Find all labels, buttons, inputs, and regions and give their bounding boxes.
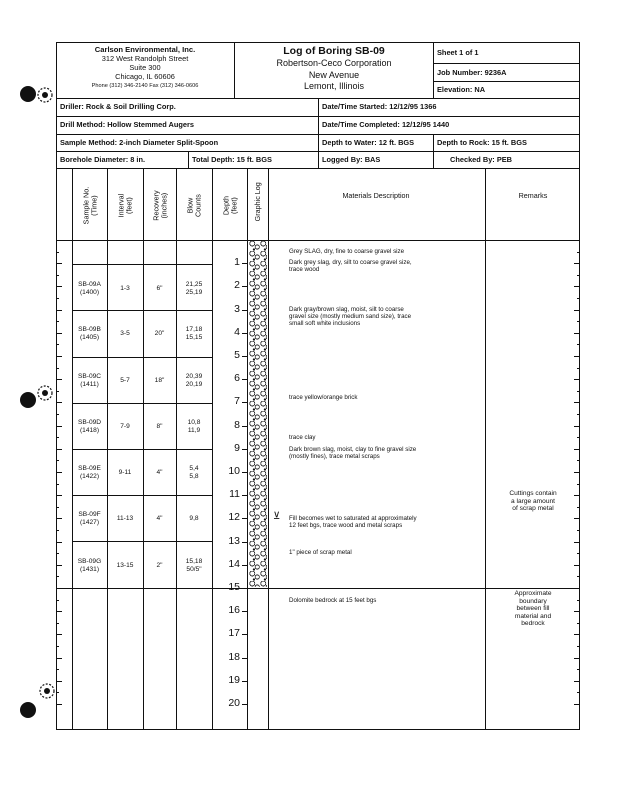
scale-tick: [56, 658, 62, 659]
depth-tick: [242, 681, 247, 682]
binder-hole: [20, 392, 36, 408]
material-description: 1" piece of scrap metal: [289, 549, 352, 556]
depth-label: 16: [228, 604, 240, 617]
scale-tick: [56, 576, 59, 577]
scale-tick: [574, 402, 580, 403]
scale-tick: [56, 704, 62, 705]
material-description: Fill becomes wet to saturated at approximately 12 feet bgs, trace wood and metal scraps: [289, 515, 417, 530]
drill-method: Drill Method: Hollow Stemmed Augers: [60, 120, 194, 129]
scale-tick: [56, 368, 59, 369]
sample-recovery: 6": [156, 285, 163, 292]
scale-tick: [56, 692, 59, 693]
scale-tick: [56, 356, 62, 357]
date-completed: Date/Time Completed: 12/12/95 1440: [322, 120, 450, 129]
sample-no: SB-09C (1411): [77, 373, 102, 388]
depth-to-water: Depth to Water: 12 ft. BGS: [322, 138, 415, 147]
sample-blows: 15,18 50/5": [185, 558, 203, 573]
depth-tick: [242, 402, 247, 403]
scale-tick: [574, 356, 580, 357]
scale-tick: [577, 576, 580, 577]
sample-interval: 5-7: [120, 377, 130, 384]
job-number: Job Number: 9236A: [437, 68, 507, 77]
scale-tick: [56, 507, 59, 508]
material-description: Dolomite bedrock at 15 feet bgs: [289, 597, 377, 604]
material-description: trace yellow/orange brick: [289, 394, 358, 401]
scale-tick: [574, 263, 580, 264]
scale-tick: [56, 298, 59, 299]
scale-tick: [56, 426, 62, 427]
sample-interval: 3-5: [120, 330, 130, 337]
sample-no: SB-09G (1431): [77, 558, 102, 573]
sample-blows: 17,18 15,15: [185, 326, 203, 341]
scale-tick: [577, 275, 580, 276]
sample-recovery: 2": [156, 562, 163, 569]
scale-tick: [577, 437, 580, 438]
depth-label: 4: [234, 325, 240, 338]
scale-tick: [574, 658, 580, 659]
scale-tick: [56, 669, 59, 670]
log-street: New Avenue: [308, 70, 360, 80]
sample-interval: 11-13: [116, 515, 134, 522]
checked-by: Checked By: PEB: [450, 155, 513, 164]
company-street: 312 West Randolph Street: [101, 54, 189, 63]
scale-tick: [56, 542, 62, 543]
depth-label: 18: [228, 650, 240, 663]
depth-tick: [242, 542, 247, 543]
scale-tick: [56, 646, 59, 647]
scale-tick: [56, 333, 62, 334]
depth-label: 3: [234, 302, 240, 315]
depth-tick: [242, 518, 247, 519]
scale-tick: [574, 379, 580, 380]
scale-tick: [56, 263, 62, 264]
scale-tick: [574, 472, 580, 473]
depth-label: 15: [228, 581, 240, 593]
col-recovery: Recovery (inches): [151, 190, 168, 221]
company-suite: Suite 300: [129, 63, 161, 72]
depth-label: 20: [228, 697, 240, 709]
sample-recovery: 4": [156, 469, 163, 476]
scale-tick: [56, 553, 59, 554]
company-name: Carlson Environmental, Inc.: [94, 45, 196, 54]
scale-tick: [574, 449, 580, 450]
sample-recovery: 20": [154, 330, 165, 337]
depth-tick: [242, 356, 247, 357]
scale-tick: [56, 518, 62, 519]
depth-tick: [242, 426, 247, 427]
sample-no: SB-09E (1422): [78, 465, 101, 480]
scale-tick: [56, 611, 62, 612]
depth-label: 6: [234, 372, 240, 385]
scale-tick: [574, 333, 580, 334]
scale-tick: [56, 310, 62, 311]
col-remarks: Remarks: [518, 191, 548, 200]
material-description: Dark grey slag, dry, silt to coarse gravel size, trace wood: [289, 259, 412, 274]
depth-tick: [242, 588, 247, 589]
scale-tick: [577, 391, 580, 392]
scale-tick: [577, 484, 580, 485]
col-materials: Materials Description: [342, 191, 410, 200]
sample-no: SB-09B (1405): [78, 326, 101, 341]
scale-tick: [56, 530, 59, 531]
scale-tick: [577, 460, 580, 461]
scale-tick: [56, 634, 62, 635]
scale-tick: [577, 368, 580, 369]
col-blow-counts: Blow Counts: [185, 194, 202, 217]
sample-no: SB-09A (1400): [78, 281, 101, 296]
scale-tick: [577, 298, 580, 299]
depth-label: 1: [234, 256, 240, 269]
depth-label: 13: [228, 534, 240, 547]
depth-to-rock: Depth to Rock: 15 ft. BGS: [437, 138, 527, 147]
scale-tick: [577, 553, 580, 554]
scale-tick: [56, 240, 62, 241]
depth-label: 5: [234, 349, 240, 361]
scale-tick: [56, 402, 62, 403]
depth-label: 11: [229, 488, 240, 501]
scale-tick: [574, 542, 580, 543]
depth-tick: [242, 472, 247, 473]
scale-tick: [56, 565, 62, 566]
depth-tick: [242, 565, 247, 566]
scale-tick: [56, 681, 62, 682]
sample-method: Sample Method: 2-inch Diameter Split-Spoon: [60, 138, 219, 147]
depth-label: 19: [228, 673, 240, 686]
scale-tick: [574, 240, 580, 241]
sample-interval: 13-15: [116, 562, 134, 569]
log-city: Lemont, Illinois: [303, 81, 365, 91]
col-graphic-log: Graphic Log: [253, 182, 263, 222]
sample-interval: 1-3: [120, 285, 130, 292]
depth-tick: [242, 611, 247, 612]
scale-tick: [574, 426, 580, 427]
remark: Cuttings contain a large amount of scrap metal: [509, 490, 557, 513]
scale-tick: [577, 321, 580, 322]
company-city: Chicago, IL 60606: [115, 72, 175, 81]
company-phone: Phone (312) 346-2140 Fax (312) 346-0606: [91, 83, 199, 89]
sample-blows: 10,8 11,9: [187, 419, 201, 434]
material-description: Dark brown slag, moist, clay to fine gravel size (mostly fines), trace metal scraps: [289, 446, 417, 461]
sheet-number: Sheet 1 of 1: [437, 48, 479, 57]
remark: Approximate boundary between fill material and bedrock: [514, 590, 552, 628]
scale-tick: [56, 252, 59, 253]
depth-tick: [242, 333, 247, 334]
scale-tick: [577, 692, 580, 693]
scale-tick: [56, 600, 59, 601]
scale-tick: [574, 634, 580, 635]
col-depth: Depth (feet): [221, 195, 238, 216]
stamp-icon: [36, 384, 54, 402]
sample-blows: 21,25 25,19: [185, 281, 203, 296]
stamp-icon: [38, 682, 56, 700]
depth-label: 8: [234, 418, 240, 431]
scale-tick: [56, 623, 59, 624]
depth-tick: [242, 379, 247, 380]
depth-tick: [242, 449, 247, 450]
depth-label: 2: [234, 279, 240, 292]
depth-tick: [242, 634, 247, 635]
sample-interval: 9-11: [118, 469, 132, 476]
water-level-icon: ⊻: [273, 511, 281, 522]
material-description: Dark gray/brown slag, moist, silt to coarse gravel size (mostly medium sand size), trace small soft white inclusions: [289, 306, 412, 328]
scale-tick: [56, 588, 62, 589]
scale-tick: [577, 530, 580, 531]
depth-label: 12: [228, 511, 240, 524]
date-started: Date/Time Started: 12/12/95 1366: [322, 102, 437, 111]
depth-tick: [242, 286, 247, 287]
scale-tick: [56, 484, 59, 485]
total-depth: Total Depth: 15 ft. BGS: [192, 155, 272, 164]
scale-tick: [56, 321, 59, 322]
depth-label: 17: [228, 627, 240, 640]
sample-blows: 5,4 5,8: [189, 465, 199, 480]
graphic-log-fill: [249, 241, 267, 587]
sample-no: SB-09F (1427): [78, 511, 101, 526]
depth-label: 14: [228, 557, 240, 570]
scale-tick: [56, 344, 59, 345]
scale-tick: [577, 646, 580, 647]
scale-tick: [577, 669, 580, 670]
driller: Driller: Rock & Soil Drilling Corp.: [60, 102, 176, 111]
depth-tick: [242, 704, 247, 705]
scale-tick: [574, 286, 580, 287]
scale-tick: [56, 379, 62, 380]
depth-tick: [242, 310, 247, 311]
logged-by: Logged By: BAS: [322, 155, 381, 164]
sample-blows: 20,39 20,19: [185, 373, 203, 388]
scale-tick: [56, 391, 59, 392]
log-client: Robertson-Ceco Corporation: [276, 58, 392, 68]
scale-tick: [574, 310, 580, 311]
scale-tick: [56, 275, 59, 276]
scale-tick: [577, 252, 580, 253]
sample-no: SB-09D (1418): [77, 419, 102, 434]
scale-tick: [574, 681, 580, 682]
depth-label: 7: [234, 395, 240, 408]
sample-blows: 9,8: [189, 515, 199, 522]
scale-tick: [56, 286, 62, 287]
scale-tick: [574, 518, 580, 519]
material-description: Grey SLAG, dry, fine to coarse gravel size: [289, 248, 405, 255]
col-sample-no: Sample No. (Time): [81, 186, 98, 225]
scale-tick: [574, 704, 580, 705]
scale-tick: [577, 414, 580, 415]
sample-interval: 7-9: [120, 423, 130, 430]
scale-tick: [56, 437, 59, 438]
depth-tick: [242, 263, 247, 264]
scale-tick: [574, 588, 580, 589]
borehole-diameter: Borehole Diameter: 8 in.: [60, 155, 146, 164]
scale-tick: [56, 449, 62, 450]
col-interval: Interval (feet): [116, 193, 133, 218]
binder-hole: [20, 702, 36, 718]
material-description: trace clay: [289, 434, 316, 441]
depth-tick: [242, 658, 247, 659]
binder-hole: [20, 86, 36, 102]
depth-tick: [242, 495, 247, 496]
scale-tick: [56, 495, 62, 496]
depth-label: 9: [234, 441, 240, 454]
sample-recovery: 4": [156, 515, 163, 522]
elevation: Elevation: NA: [437, 85, 486, 94]
log-title: Log of Boring SB-09: [283, 45, 385, 57]
scale-tick: [56, 414, 59, 415]
sample-recovery: 8": [156, 423, 163, 430]
scale-tick: [574, 565, 580, 566]
sample-recovery: 18": [154, 377, 165, 384]
scale-tick: [56, 460, 59, 461]
scale-tick: [56, 472, 62, 473]
scale-tick: [577, 344, 580, 345]
stamp-icon: [36, 86, 54, 104]
depth-label: 10: [228, 465, 240, 477]
